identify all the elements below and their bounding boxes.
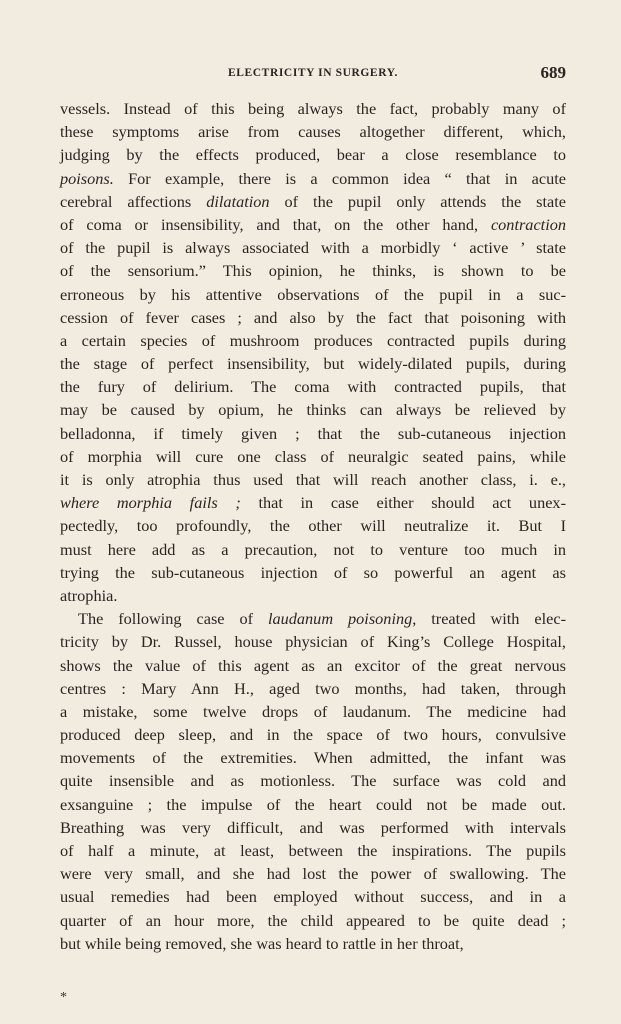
text-line: [60, 793, 566, 816]
text-line: [60, 259, 566, 282]
text-run: centres : Mary Ann H., aged two months, had taken, through: [60, 678, 566, 698]
text-line: [60, 816, 566, 839]
text-run: movements of the extremities. When admitted, the infant was: [60, 748, 566, 768]
text-line: [60, 700, 566, 723]
text-run: may be caused by opium, he thinks can always be relieved by: [60, 400, 566, 420]
text-run: the stage of perfect insensibility, but widely-dilated pupils, during: [60, 354, 566, 374]
text-run: of the pupil is always associated with a morbidly ‘ active ’ state: [60, 238, 566, 258]
text-line: [60, 283, 566, 306]
text-run: usual remedies had been employed without success, and in a: [60, 887, 566, 907]
text-run: pectedly, too profoundly, the other will neutralize it. But I: [60, 516, 566, 536]
text-line: [60, 909, 566, 932]
text-run: erroneous by his attentive observations of the pupil in a suc-: [60, 284, 566, 304]
text-run: of the sensorium.” This opinion, he thinks, is shown to be: [60, 261, 566, 281]
text-line: [60, 236, 566, 259]
text-line: [60, 398, 566, 421]
text-run: of morphia will cure one class of neuralgic seated pains, while: [60, 446, 566, 466]
text-line: [60, 538, 566, 561]
running-head: ELECTRICITY IN SURGERY.: [227, 67, 399, 79]
text-run: belladonna, if timely given ; that the sub-cutaneous injection: [60, 423, 566, 443]
text-line: [60, 561, 566, 584]
text-line: [60, 839, 566, 862]
text-line: [60, 677, 566, 700]
text-line: [60, 445, 566, 468]
text-run: quarter of an hour more, the child appeared to be quite dead ;: [60, 910, 566, 930]
text-run: , treated with elec-: [412, 609, 566, 629]
text-line: [60, 375, 566, 398]
text-run: exsanguine ; the impulse of the heart could not be made out.: [60, 794, 566, 814]
text-run: cession of fever cases ; and also by the fact that poisoning with: [60, 307, 566, 327]
text-run: produced deep sleep, and in the space of two hours, convulsive: [60, 725, 566, 745]
text-line: [60, 306, 566, 329]
footer-mark: *: [60, 990, 67, 1005]
text-run: it is only atrophia thus used that will reach another class, i. e.,: [60, 470, 566, 489]
text-line: [60, 654, 566, 677]
text-run: laudanum poisoning: [267, 609, 413, 629]
text-line: [60, 167, 566, 190]
text-run: where morphia fails ;: [60, 493, 241, 513]
text-run: vessels. Instead of this being always the fact, probably many of: [60, 99, 566, 118]
text-run: Breathing was very difficult, and was performed with intervals: [60, 817, 566, 837]
text-run: of coma or insensibility, and that, on the other hand,: [60, 214, 491, 234]
text-line: [60, 352, 566, 375]
text-line: [60, 213, 566, 236]
text-line: [60, 468, 566, 491]
text-line: [60, 584, 566, 607]
text-run: cerebral affections: [60, 191, 207, 211]
text-run: dilatation: [206, 191, 270, 211]
text-line: [60, 491, 566, 514]
page-header: [60, 63, 566, 85]
text-run: contraction: [490, 214, 566, 234]
text-line: [60, 769, 566, 792]
text-line: [60, 97, 566, 120]
text-line: [60, 723, 566, 746]
text-line: [60, 514, 566, 537]
text-run: a certain species of mushroom produces contracted pupils during: [60, 330, 566, 350]
text-line: [60, 607, 566, 630]
text-run: atrophia.: [60, 585, 118, 605]
text-run: that in case either should act unex-: [240, 493, 566, 513]
text-run: the fury of delirium. The coma with contracted pupils, that: [60, 377, 566, 397]
text-run: For example, there is a common idea “ that in acute: [113, 168, 566, 188]
text-run: trying the sub-cutaneous injection of so powerful an agent as: [60, 562, 566, 582]
text-run: tricity by Dr. Russel, house physician of King’s College Hospital,: [60, 632, 566, 652]
page-number: 689: [540, 63, 566, 82]
text-run: judging by the effects produced, bear a close resemblance to: [60, 145, 566, 165]
text-run: must here add as a precaution, not to venture too much in: [60, 539, 566, 559]
text-run: poisons.: [60, 168, 114, 188]
text-line: [60, 746, 566, 769]
text-line: [60, 862, 566, 885]
text-run: The following case of: [78, 609, 268, 629]
text-line: [60, 120, 566, 143]
text-run: of half a minute, at least, between the inspirations. The pupils: [60, 841, 566, 860]
text-run: of the pupil only attends the state: [269, 191, 566, 211]
text-run: a mistake, some twelve drops of laudanum. The medicine had: [60, 701, 566, 721]
text-line: [60, 630, 566, 653]
body-text: [60, 97, 566, 955]
text-line: [60, 329, 566, 352]
text-line: [60, 143, 566, 166]
text-run: but while being removed, she was heard to rattle in her throat,: [60, 933, 464, 953]
text-run: these symptoms arise from causes altogether different, which,: [60, 122, 566, 142]
text-line: [60, 422, 566, 445]
text-line: [60, 885, 566, 908]
text-run: quite insensible and as motionless. The surface was cold and: [60, 771, 566, 791]
text-line: [60, 932, 566, 955]
text-run: shows the value of this agent as an excitor of the great nervous: [60, 655, 566, 675]
text-line: [60, 190, 566, 213]
text-run: were very small, and she had lost the power of swallowing. The: [60, 864, 566, 884]
